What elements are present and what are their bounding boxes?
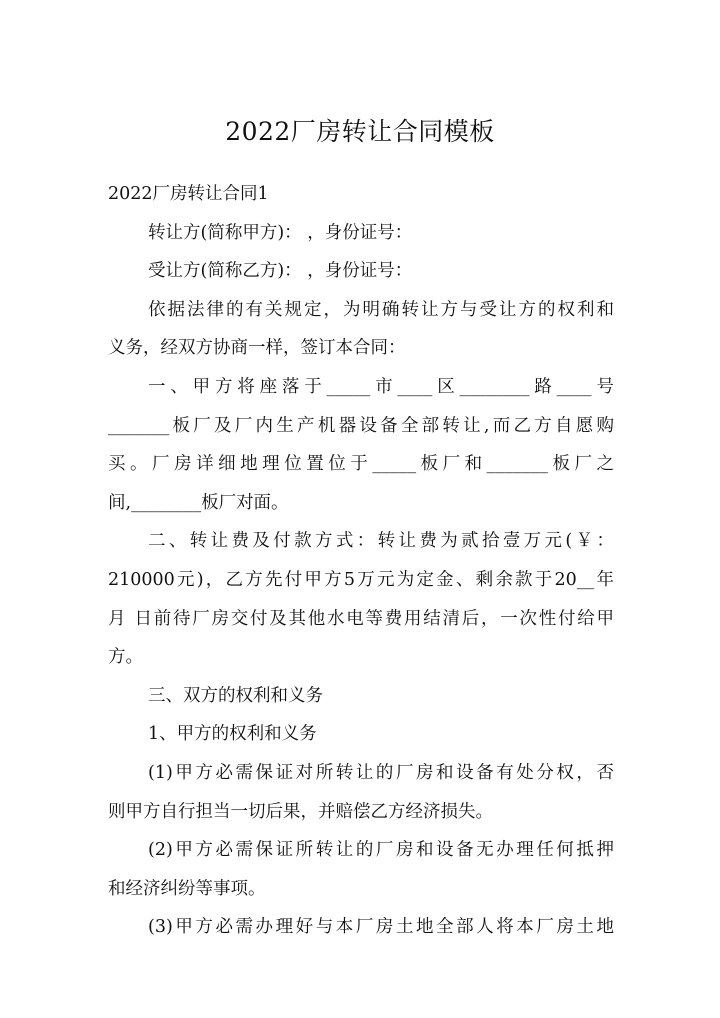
paragraph-preamble — [108, 291, 614, 368]
document-subtitle: 2022厂房转让合同1 — [108, 184, 269, 204]
paragraph-line: 转让方(简称甲方)： ，身份证号： — [148, 222, 413, 243]
document-body — [108, 175, 614, 947]
paragraph-line: 依据法律的有关规定，为明确转让方与受让方的权利和 — [148, 299, 614, 320]
paragraph-line: _______板厂及厂内生产机器设备全部转让,而乙方自愿购 — [108, 415, 614, 436]
paragraph-clause-3 — [108, 908, 614, 947]
paragraph-line: (2)甲方必需保证所转让的厂房和设备无办理任何抵押 — [148, 840, 614, 861]
paragraph-line: 方。 — [108, 647, 143, 668]
paragraph-line: 间,________板厂对面。 — [108, 492, 289, 513]
paragraph-line: 义务，经双方协商一样，签订本合同： — [108, 338, 406, 359]
paragraph-line: 一、甲方将座落于_____市____区________路____号 — [148, 376, 614, 397]
paragraph-line: 二、转让费及付款方式：转让费为贰拾壹万元(￥： — [148, 531, 614, 552]
paragraph-article-3-heading — [108, 677, 614, 716]
paragraph-article-2 — [108, 522, 614, 676]
paragraph-party-a-heading — [108, 715, 614, 754]
paragraph-line: 月 日前待厂房交付及其他水电等费用结清后，一次性付给甲 — [108, 608, 614, 629]
paragraph-clause-2 — [108, 831, 614, 908]
document-title: 2022厂房转让合同模板 — [225, 117, 495, 146]
paragraph-clause-1 — [108, 754, 614, 831]
paragraph-line: 三、双方的权利和义务 — [148, 685, 323, 706]
paragraph-line: 则甲方自行担当一切后果，并赔偿乙方经济损失。 — [108, 801, 493, 822]
paragraph-line: (1)甲方必需保证对所转让的厂房和设备有处分权，否 — [148, 762, 614, 783]
paragraph-line: 1、甲方的权利和义务 — [148, 724, 317, 745]
paragraph-transferee — [108, 252, 614, 291]
paragraph-line: 买。厂房详细地理位置位于_____板厂和_______板厂之 — [108, 454, 614, 475]
paragraph-line: 210000元)，乙方先付甲方5万元为定金、剩余款于20__年 — [108, 569, 614, 590]
paragraph-line: 和经济纠纷等事项。 — [108, 878, 266, 899]
paragraph-line: 受让方(简称乙方)： ，身份证号： — [148, 261, 413, 282]
paragraph-article-1 — [108, 368, 614, 522]
paragraph-line: (3)甲方必需办理好与本厂房土地全部人将本厂房土地 — [148, 917, 614, 938]
paragraph-transferor — [108, 214, 614, 253]
